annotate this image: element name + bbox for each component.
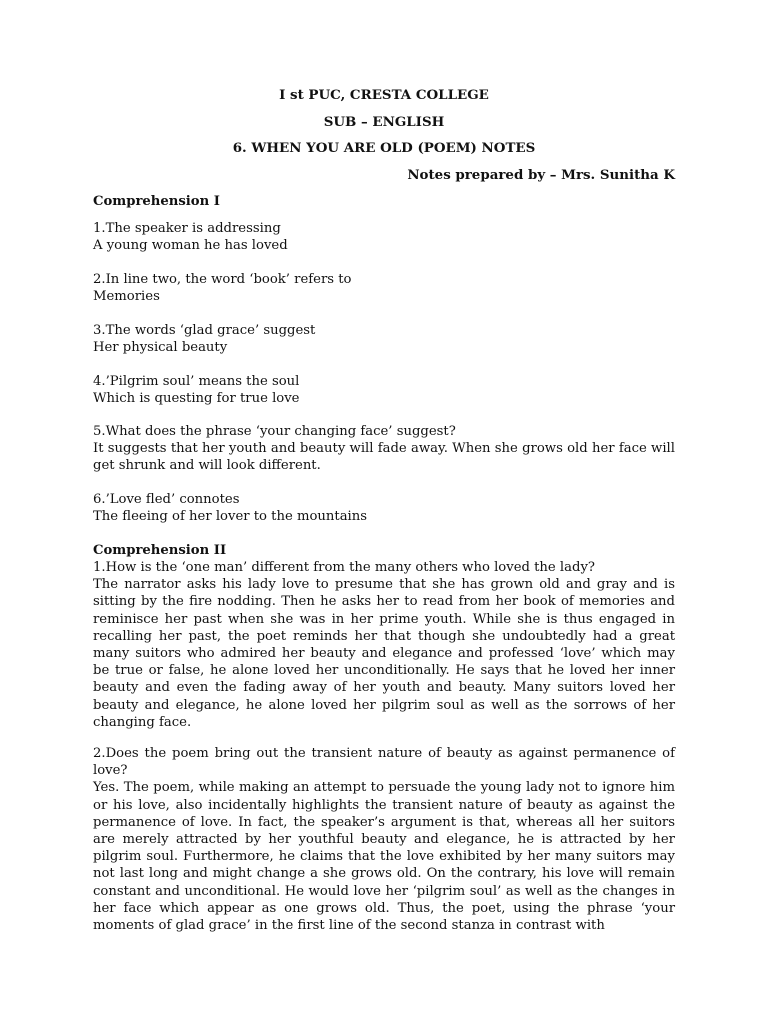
answer: Which is questing for true love [93,391,300,407]
qa-item [93,491,675,525]
question: 4.’Pilgrim soul’ means the soul [93,374,300,389]
qa-item [93,220,675,254]
answer: A young woman he has loved [93,238,288,254]
lesson-title: 6. WHEN YOU ARE OLD (POEM) NOTES [232,140,536,156]
question: 5.What does the phrase ‘your changing face’ suggest? [93,424,456,439]
qa-item [93,745,675,934]
qa-item [93,322,675,356]
subject-title: SUB – ENGLISH [323,114,445,130]
qa-item [93,271,675,305]
question: 3.The words ‘glad grace’ suggest [93,323,316,338]
answer: The narrator asks his lady love to presume that she has grown old and gray and is sitting by the fire nodding. Then he asks her to read from her book of memories and reminisce her past when she was in her prime youth. While she is thus engaged in recalling her past, the poet reminds her that though she undoubtedly had a great many suitors who admired her beauty and elegance and professed ‘love’ which may be true or false, he alone loved her unconditionally. He says that he loved her inner beauty and even the fading away of her youth and beauty. Many suitors loved her beauty and elegance, he alone loved her pilgrim soul as well as the sorrows of her changing face. [93,577,675,730]
question: 2.Does the poem bring out the transient nature of beauty as against permanence of love? [93,746,675,779]
answer: Her physical beauty [93,340,228,356]
author-credit: Notes prepared by – Mrs. Sunitha K [407,167,675,183]
answer: Memories [93,289,160,305]
comprehension-2-heading: Comprehension II [93,543,227,558]
question: 6.’Love fled’ connotes [93,492,240,507]
answer: Yes. The poem, while making an attempt to persuade the young lady not to ignore him or his love, also incidentally highlights the transient nature of beauty as against the permanence of love. In fact, the speaker’s argument is that, whereas all her suitors are merely attracted by her youthful beauty and elegance, he is attracted by her pilgrim soul. Furthermore, he claims that the love exhibited by her many suitors may not last long and might change a she grows old. On the contrary, his love will remain constant and unconditional. He would love her ‘pilgrim soul’ as well as the changes in her face which appear as one grows old. Thus, the poet, using the phrase ‘your moments of glad grace’ in the first line of the second stanza in contrast with [93,780,675,934]
answer: It suggests that her youth and beauty will fade away. When she grows old her face will get shrunk and will look different. [93,441,675,474]
question: 1.The speaker is addressing [93,221,281,236]
qa-item [93,373,675,407]
college-title: I st PUC, CRESTA COLLEGE [279,87,489,103]
qa-item [93,423,675,475]
question: 1.How is the ‘one man’ different from the many others who loved the lady? [93,560,595,575]
question: 2.In line two, the word ‘book’ refers to [93,272,352,287]
answer: The fleeing of her lover to the mountains [93,509,368,525]
qa-item [93,559,675,731]
comprehension-1-heading: Comprehension I [93,194,220,209]
